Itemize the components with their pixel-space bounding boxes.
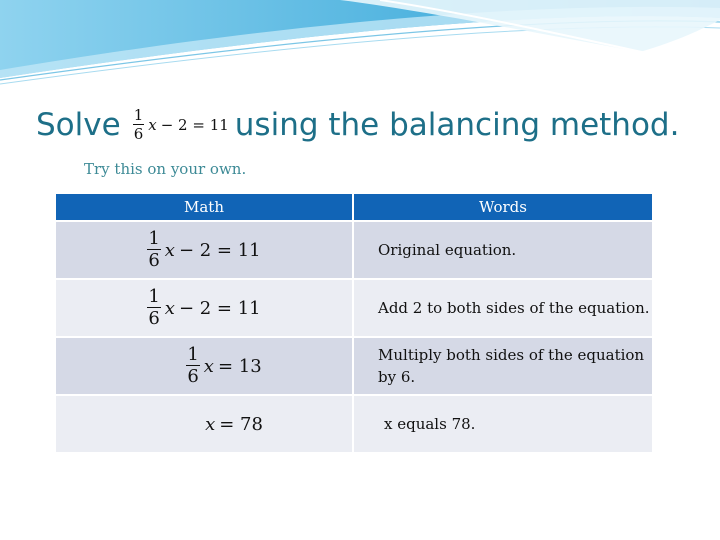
title-fraction: $\frac{1}{6}$: [133, 106, 144, 143]
fraction: $\frac{1}{6}$: [148, 228, 160, 271]
header-words: Words: [353, 193, 653, 221]
title-prefix: Solve: [36, 107, 121, 143]
title-equation: $\frac{1}{6}$ x − 2 = 11: [133, 106, 229, 143]
math-cell: [55, 279, 353, 337]
equation: $\frac{1}{6}$ x − 2 = 11: [148, 286, 261, 329]
page-title: [36, 100, 685, 150]
fraction: $\frac{1}{6}$: [187, 344, 199, 387]
table-row: [55, 221, 653, 279]
equation: x = 78: [205, 413, 263, 435]
header-math: Math: [55, 193, 353, 221]
equation: $\frac{1}{6}$ x = 13: [187, 344, 262, 387]
math-cell: [55, 337, 353, 395]
subtitle: Try this on your own.: [84, 160, 247, 178]
steps-table: [54, 192, 654, 454]
table-row: [55, 337, 653, 395]
fraction: $\frac{1}{6}$: [148, 286, 160, 329]
math-cell: [55, 221, 353, 279]
words-cell: Original equation.: [353, 221, 653, 279]
table-row: [55, 395, 653, 453]
decorative-banner: [0, 0, 720, 90]
table-header-row: [55, 193, 653, 221]
math-cell: [55, 395, 353, 453]
words-cell: x equals 78.: [353, 395, 653, 453]
table-row: [55, 279, 653, 337]
words-cell: Add 2 to both sides of the equation.: [353, 279, 653, 337]
title-suffix: using the balancing method.: [234, 107, 680, 143]
words-cell: Multiply both sides of the equation by 6.: [353, 337, 653, 395]
equation: $\frac{1}{6}$ x − 2 = 11: [148, 228, 261, 271]
